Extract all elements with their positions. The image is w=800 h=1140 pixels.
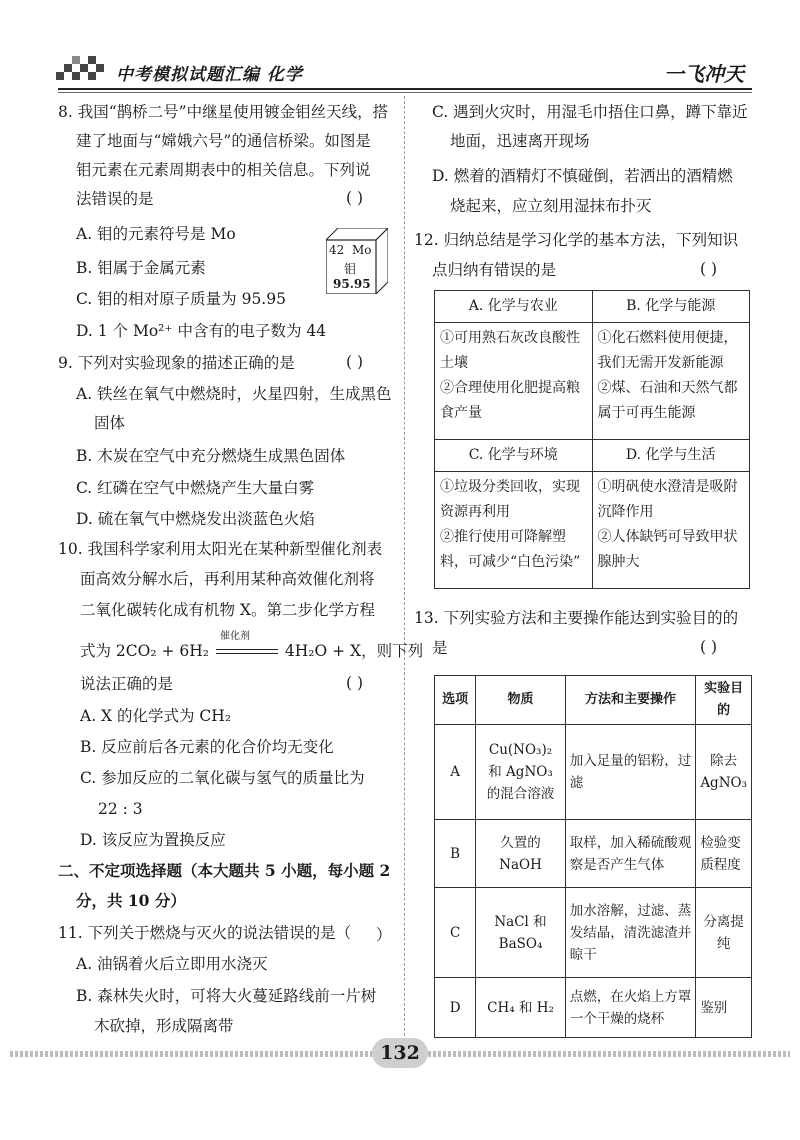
footer-dotted-rule-left: [10, 1051, 372, 1057]
q13-row-d-option: D: [435, 978, 476, 1038]
q9-option-d: D. 硫在氧气中燃烧发出淡蓝色火焰: [76, 510, 315, 528]
header-title: 中考模拟试题汇编 化学: [116, 65, 303, 85]
q12-a-item-2: ②合理使用化肥提高粮食产量: [440, 380, 580, 421]
q11-option-c-cont: 地面，迅速离开现场: [450, 132, 590, 150]
q10-line-1: 10. 我国科学家利用太阳光在某种新型催化剂表: [58, 540, 383, 558]
q13-row-c-option: C: [435, 888, 476, 978]
q9-option-a: A. 铁丝在氧气中燃烧时，火星四射，生成黑色: [76, 385, 392, 403]
q12-cell-d-title: D. 化学与生活: [592, 440, 750, 472]
q13-line-2: 是: [432, 639, 448, 657]
q13-row-b-substance: 久置的 NaOH: [476, 820, 565, 888]
q13-header-goal: 实验目的: [696, 676, 752, 725]
q12-answer-paren: ( ): [700, 260, 718, 278]
q11-option-d: D. 燃着的酒精灯不慎碰倒，若洒出的酒精燃: [432, 167, 733, 185]
q12-cell-b-title: B. 化学与能源: [592, 291, 750, 323]
section-2-heading: 二、不定项选择题（本大题共 5 小题，每小题 2: [58, 861, 391, 880]
q8-option-c: C. 钼的相对原子质量为 95.95: [76, 290, 286, 308]
header-brand: 一飞冲天: [664, 62, 744, 86]
q13-row-c-method: 加水溶解，过滤、蒸发结晶，清洗滤渣并晾干: [565, 888, 696, 978]
q10-catalyst-arrow: [214, 631, 280, 661]
q11-answer-paren: ）: [376, 926, 392, 944]
header-rule-thin: [58, 92, 752, 93]
q12-cell-b: [592, 323, 750, 440]
q10-option-b: B. 反应前后各元素的化合价均无变化: [80, 738, 334, 756]
q9-answer-paren: ( ): [346, 353, 364, 371]
q12-a-item-1: ①可用熟石灰改良酸性土壤: [440, 330, 580, 371]
q13-row-c: [435, 888, 752, 978]
q13-row-a-goal: 除去 AgNO₃: [696, 725, 752, 820]
element-name: 钼: [344, 262, 357, 276]
q13-row-d: [435, 978, 752, 1038]
q13-row-a-method: 加入足量的铝粉，过滤: [565, 725, 696, 820]
q12-c-item-1: ①垃圾分类回收，实现资源再利用: [440, 479, 580, 520]
q12-line-1: 12. 归纳总结是学习化学的基本方法，下列知识: [414, 231, 739, 249]
q13-row-c-goal: 分离提纯: [696, 888, 752, 978]
q10-option-a: A. X 的化学式为 CH₂: [80, 707, 232, 725]
q13-row-a-substance: Cu(NO₃)₂ 和 AgNO₃ 的混合溶液: [476, 725, 565, 820]
q8-option-a: A. 钼的元素符号是 Mo: [76, 225, 236, 243]
q13-row-b-goal: 检验变质程度: [696, 820, 752, 888]
q13-row-a-option: A: [435, 725, 476, 820]
q11-option-d-cont: 烧起来，应立刻用湿抹布扑灭: [450, 197, 652, 215]
q10-stem-end: 说法正确的是: [80, 675, 174, 693]
element-number: 42: [329, 243, 345, 257]
q13-row-d-goal: 鉴别: [696, 978, 752, 1038]
q12-b-item-1: ①化石燃料使用便捷，我们无需开发新能源: [597, 330, 738, 371]
q11-option-a: A. 油锅着火后立即用水浇灭: [76, 955, 268, 973]
q11-stem: 11. 下列关于燃烧与灭火的说法错误的是（: [58, 924, 352, 942]
q13-row-d-substance: CH₄ 和 H₂: [476, 978, 565, 1038]
page-number: 132: [372, 1038, 428, 1068]
q12-d-item-2: ②人体缺钙可导致甲状腺肿大: [597, 529, 738, 570]
q13-row-b-method: 取样，加入稀硫酸观察是否产生气体: [565, 820, 696, 888]
q10-option-c-cont: 22 : 3: [98, 800, 143, 818]
q8-line-3: 钼元素在元素周期表中的相关信息。下列说: [76, 161, 371, 179]
q9-option-c: C. 红磷在空气中燃烧产生大量白雾: [76, 479, 315, 497]
q13-answer-paren: ( ): [700, 638, 718, 656]
q9-option-b: B. 木炭在空气中充分燃烧生成黑色固体: [76, 447, 346, 465]
q12-cell-c-title: C. 化学与环境: [435, 440, 593, 472]
q10-option-c: C. 参加反应的二氧化碳与氢气的质量比为: [80, 769, 365, 787]
header-checker-logo: [56, 56, 112, 86]
q12-cell-a-title: A. 化学与农业: [435, 291, 593, 323]
q10-answer-paren: ( ): [346, 674, 364, 692]
q12-cell-a: [435, 323, 593, 440]
q8-option-d: D. 1 个 Mo²⁺ 中含有的电子数为 44: [76, 322, 327, 340]
q8-answer-paren: ( ): [346, 189, 364, 207]
q9-stem: 9. 下列对实验现象的描述正确的是: [58, 354, 295, 372]
q13-row-b: [435, 820, 752, 888]
q10-line-3: 二氧化碳转化成有机物 X。第二步化学方程: [80, 601, 375, 619]
section-2-heading-cont: 分，共 10 分）: [76, 891, 186, 910]
element-symbol: Mo: [352, 243, 372, 257]
q11-option-b-cont: 木砍掉，形成隔离带: [94, 1017, 234, 1035]
q10-option-d: D. 该反应为置换反应: [80, 831, 226, 849]
q8-line-2: 建了地面与“嫦娥六号”的通信桥梁。如图是: [76, 132, 371, 150]
q12-d-item-1: ①明矾使水澄清是吸附沉降作用: [597, 479, 738, 520]
q8-line-1: 8. 我国“鹊桥二号”中继星使用镀金钼丝天线，搭: [58, 103, 389, 121]
q13-row-a: [435, 725, 752, 820]
q10-catalyst-label: 催化剂: [219, 631, 250, 642]
column-divider: [404, 96, 405, 1036]
q10-line-2: 面高效分解水后，再利用某种高效催化剂将: [80, 570, 375, 588]
q13-header-option: 选项: [435, 676, 476, 725]
q13-row-d-method: 点燃，在火焰上方罩一个干燥的烧杯: [565, 978, 696, 1038]
q11-option-c: C. 遇到火灾时，用湿毛巾捂住口鼻，蹲下靠近: [432, 103, 748, 121]
element-mass: 95.95: [333, 277, 371, 291]
q12-table: [434, 290, 750, 589]
q13-row-c-substance: NaCl 和 BaSO₄: [476, 888, 565, 978]
q9-option-a-cont: 固体: [94, 414, 126, 432]
q8-option-b: B. 钼属于金属元素: [76, 259, 206, 277]
q11-option-b: B. 森林失火时，可将大火蔓延路线前一片树: [76, 987, 377, 1005]
q12-cell-c: [435, 472, 593, 589]
q13-table: [434, 675, 752, 1038]
q10-eq-prefix: 式为 2CO₂ + 6H₂: [80, 642, 210, 660]
q12-line-2: 点归纳有错误的是: [432, 261, 557, 279]
q12-c-item-2: ②推行使用可降解塑料，可减少“白色污染”: [440, 529, 581, 570]
q13-header-substance: 物质: [476, 676, 565, 725]
q12-cell-d: [592, 472, 750, 589]
footer-dotted-rule-right: [428, 1051, 790, 1057]
q13-row-b-option: B: [435, 820, 476, 888]
q13-line-1: 13. 下列实验方法和主要操作能达到实验目的的: [414, 609, 739, 627]
header-rule: [58, 88, 752, 90]
q10-eq-suffix: 4H₂O + X，则下列: [284, 642, 424, 660]
q12-b-item-2: ②煤、石油和天然气都属于可再生能源: [597, 380, 738, 421]
q8-line-4: 法错误的是: [76, 190, 154, 208]
periodic-element-cell: [326, 228, 388, 294]
q13-header-method: 方法和主要操作: [565, 676, 696, 725]
q10-equation: [80, 631, 424, 661]
